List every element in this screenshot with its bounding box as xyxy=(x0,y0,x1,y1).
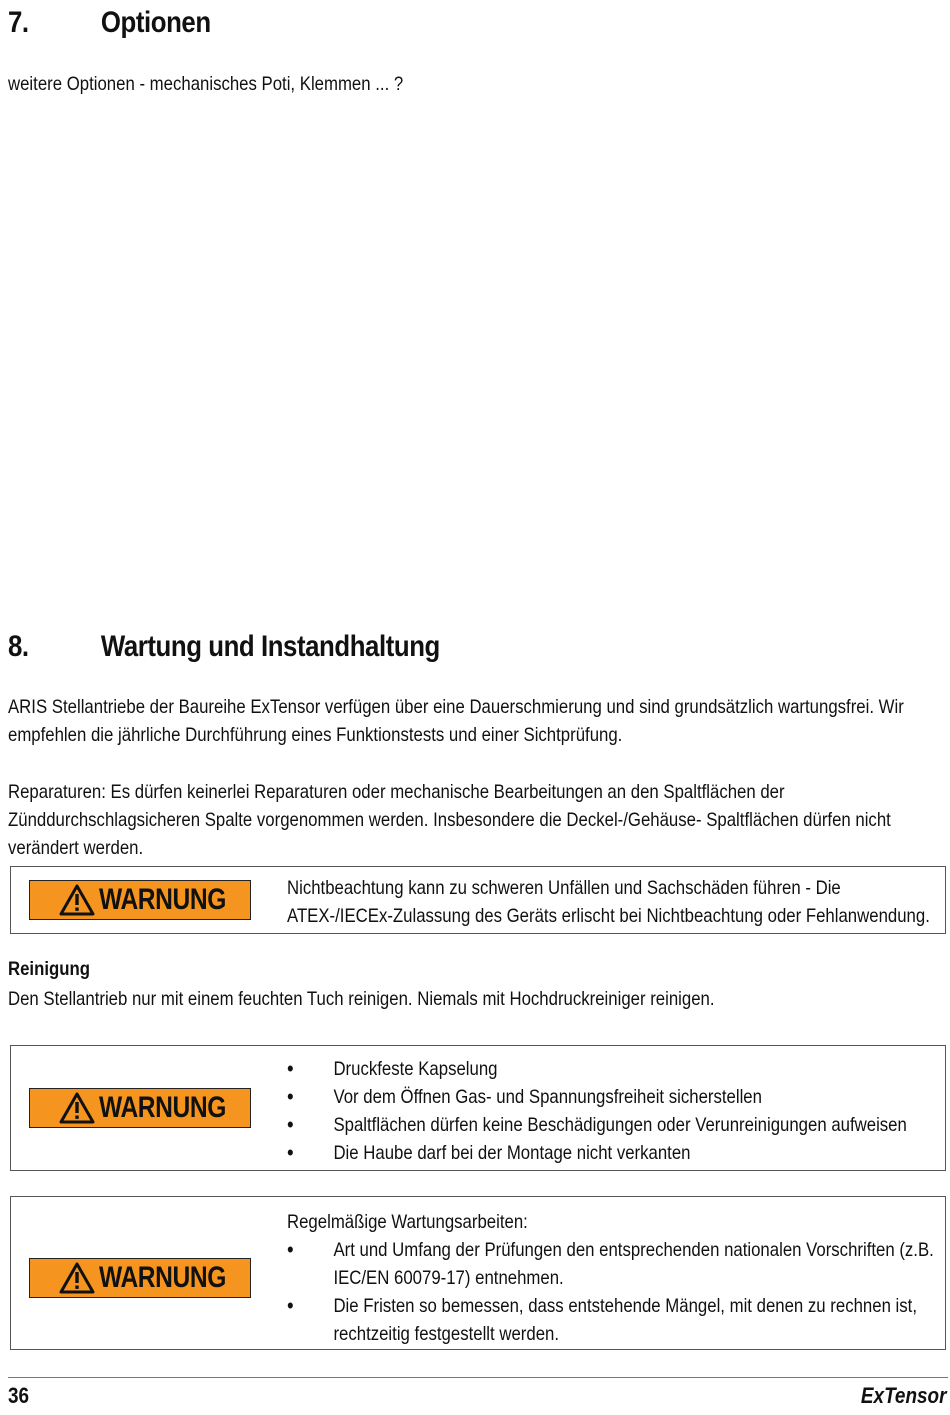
warning-box-3 xyxy=(10,1196,946,1350)
list-item: • Art und Umfang der Prüfungen den entsprechenden nationalen Vorschriften (z.B. IEC/EN 60079-17) entnehmen. xyxy=(287,1236,949,1292)
section-7-text: weitere Optionen - mechanisches Poti, Klemmen ... ? xyxy=(8,73,404,95)
warning-intro: Regelmäßige Wartungsarbeiten: xyxy=(287,1211,528,1233)
warning-badge xyxy=(29,1088,251,1128)
warning-triangle-icon xyxy=(59,884,95,916)
warning-list xyxy=(287,1055,949,1167)
section-title: Optionen xyxy=(100,6,211,39)
footer-brand: ExTensor xyxy=(860,1383,946,1408)
warning-box-1 xyxy=(10,866,946,934)
list-item: • Spaltflächen dürfen keine Beschädigungen oder Verunreinigungen aufweisen xyxy=(287,1111,949,1139)
section-8-heading xyxy=(8,630,440,664)
list-item: • Vor dem Öffnen Gas- und Spannungsfreiheit sicherstellen xyxy=(287,1083,949,1111)
maintenance-paragraph: ARIS Stellantriebe der Baureihe ExTensor verfügen über eine Dauerschmierung und sind grundsätzlich wartungsfrei. Wir empfehlen die jährliche Durchführung eines Funktionstests und einer Sichtprüfung. xyxy=(8,696,904,746)
warning-label: WARNUNG xyxy=(98,1261,226,1294)
section-number: 8. xyxy=(8,630,29,663)
warning-content xyxy=(287,1208,949,1348)
warning-label: WARNUNG xyxy=(98,883,226,916)
section-title: Wartung und Instandhaltung xyxy=(100,630,440,663)
section-number: 7. xyxy=(8,6,29,39)
list-item: • Druckfeste Kapselung xyxy=(287,1055,949,1083)
warning-badge xyxy=(29,880,251,920)
warning-box-2 xyxy=(10,1045,946,1171)
repairs-paragraph: Reparaturen: Es dürfen keinerlei Reparaturen oder mechanische Bearbeitungen an den Spaltflächen der Zünddurchschlagsicheren Spalte vorgenommen werden. Insbesondere die Deckel-/Gehäuse- Spaltflächen dürfen nicht verändert werden. xyxy=(8,781,891,859)
list-item: • Die Haube darf bei der Montage nicht verkanten xyxy=(287,1139,949,1167)
footer-rule xyxy=(8,1377,948,1378)
warning-triangle-icon xyxy=(59,1092,95,1124)
warning-text: Nichtbeachtung kann zu schweren Unfällen und Sachschäden führen - Die ATEX-/IECEx-Zulassung des Geräts erlischt bei Nichtbeachtung oder Fehlanwendung. xyxy=(287,877,930,927)
cleaning-heading: Reinigung xyxy=(8,958,90,980)
page-number: 36 xyxy=(8,1383,30,1408)
warning-triangle-icon xyxy=(59,1262,95,1294)
warning-badge xyxy=(29,1258,251,1298)
section-7-heading xyxy=(8,6,211,40)
cleaning-text: Den Stellantrieb nur mit einem feuchten Tuch reinigen. Niemals mit Hochdruckreiniger reinigen. xyxy=(8,988,715,1010)
warning-label: WARNUNG xyxy=(98,1091,226,1124)
list-item: • Die Fristen so bemessen, dass entstehende Mängel, mit denen zu rechnen ist, rechtzeitig festgestellt werden. xyxy=(287,1292,949,1348)
